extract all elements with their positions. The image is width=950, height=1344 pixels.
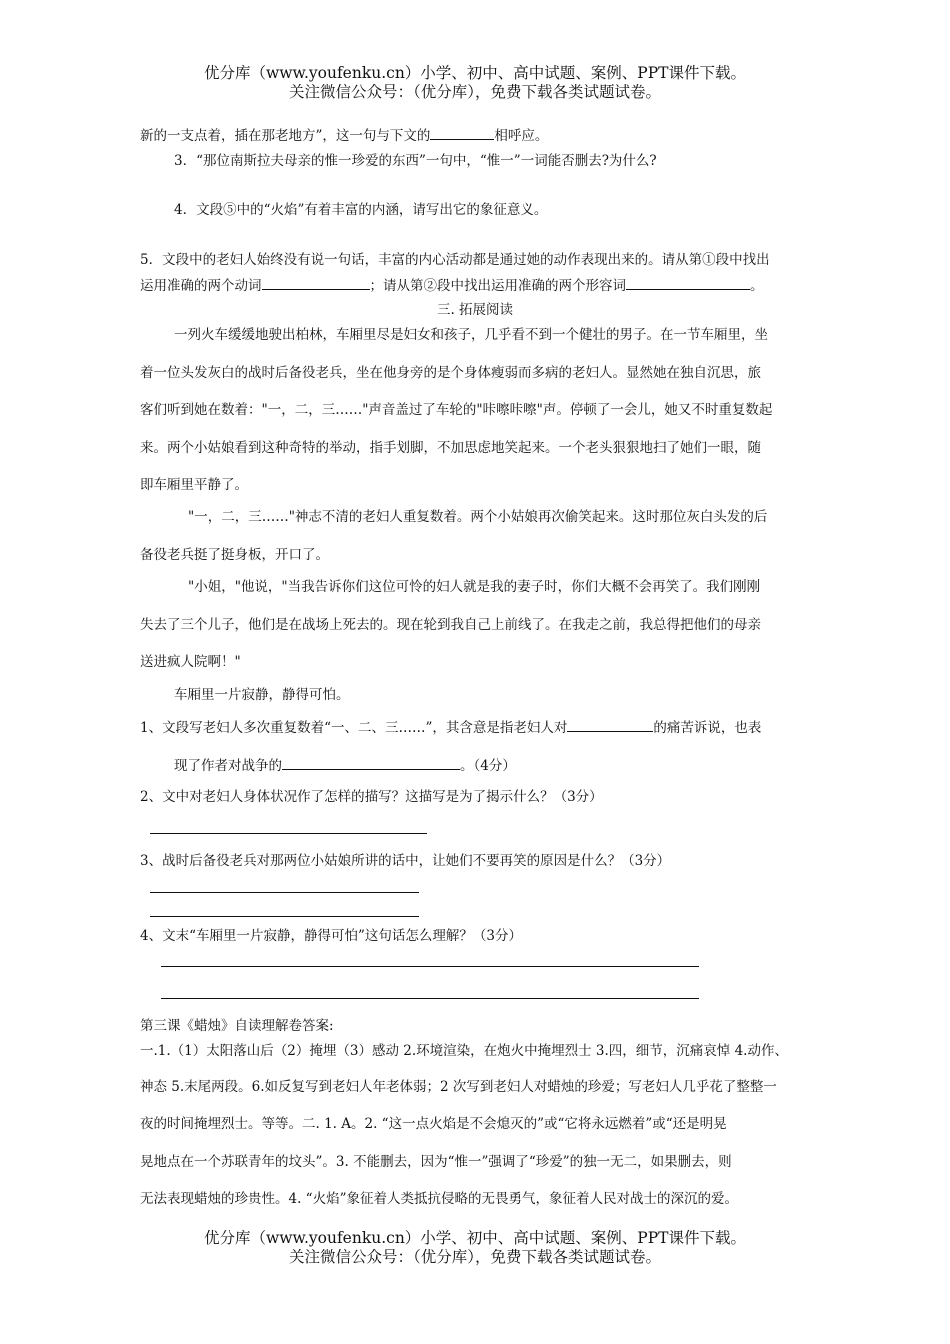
answer-line	[161, 966, 699, 967]
page-header-line1: 优分库（www.youfenku.cn）小学、初中、高中试题、案例、PPT课件下载。	[203, 64, 747, 82]
answer-key-title: 第三课《蜡烛》自读理解卷答案:	[140, 1018, 334, 1034]
question-4: 4．文段⑤中的“火焰”有着丰富的内涵，请写出它的象征意义。	[174, 202, 548, 218]
page-footer-line2: 关注微信公众号：（优分库），免费下载各类试题试卷。	[288, 1248, 661, 1266]
passage-line: "一，二，三……"神志不清的老妇人重复数着。两个小姑娘再次偷笑起来。这时那位灰白头发的后	[188, 509, 768, 525]
question-text: 。	[750, 278, 764, 294]
passage-line: 客们听到她在数着："一，二，三……"声音盖过了车轮的"咔嚓咔嚓"声。停顿了一会儿，她又不时重复数起	[140, 402, 773, 418]
answer-key-line: 夜的时间掩埋烈士。等等。二. 1. A。2. “这一点火焰是不会熄灭的”或“它将永远燃着”或“还是明晃	[140, 1116, 727, 1132]
answer-key-line: 一.1.（1）太阳落山后（2）掩埋（3）感动 2.环境渲染，在炮火中掩埋烈士 3.四，细节，沉痛哀悼 4.动作、	[140, 1043, 788, 1059]
passage-line: "小姐，"他说，"当我告诉你们这位可怜的妇人就是我的妻子时，你们大概不会再笑了。我们刚刚	[188, 579, 761, 595]
question-3: 3．“那位南斯拉夫母亲的惟一珍爱的东西”一句中，“惟一”一词能否删去?为什么?	[174, 153, 657, 169]
passage-line: 车厢里一片寂静，静得可怕。	[174, 687, 350, 703]
reading-question-1-line2	[174, 755, 516, 776]
reading-question-1-line1	[140, 717, 761, 738]
answer-blank	[282, 755, 460, 770]
answer-blank	[430, 125, 494, 140]
answer-blank	[262, 275, 370, 290]
question-text: ；请从第②段中找出运用准确的两个形容词	[369, 278, 626, 294]
answer-line	[150, 916, 419, 917]
answer-blank	[567, 717, 653, 732]
answer-line	[161, 998, 699, 999]
answer-key-line: 晃地点在一个苏联青年的坟头”。3. 不能删去，因为“惟一”强调了“珍爱”的独一无二，如果删去，则	[140, 1154, 732, 1170]
passage-line: 一列火车缓缓地驶出柏林，车厢里尽是妇女和孩子，几乎看不到一个健壮的男子。在一节车厢里，坐	[174, 327, 768, 343]
passage-line: 送进疯人院啊！"	[140, 654, 241, 670]
answer-line	[150, 892, 419, 893]
reading-question-2: 2、文中对老妇人身体状况作了怎样的描写？这描写是为了揭示什么？（3分）	[140, 789, 603, 805]
question-text: 运用准确的两个动词	[140, 278, 262, 294]
passage-line: 失去了三个儿子，他们是在战场上死去的。现在轮到我自己上前线了。在我走之前，我总得把他们的母亲	[140, 617, 761, 633]
passage-line: 来。两个小姑娘看到这种奇特的举动，指手划脚，不加思虑地笑起来。一个老头狠狠地扫了她们一眼，随	[140, 440, 761, 456]
question-text: 相呼应。	[494, 128, 549, 144]
answer-blank	[626, 275, 750, 290]
question-text: 的痛苦诉说，也表	[653, 720, 762, 736]
question-text: 。（4分）	[460, 758, 516, 774]
page-footer-line1: 优分库（www.youfenku.cn）小学、初中、高中试题、案例、PPT课件下载。	[203, 1229, 747, 1247]
passage-line: 即车厢里平静了。	[140, 477, 248, 493]
question-text: 现了作者对战争的	[174, 758, 282, 774]
passage-line: 备役老兵挺了挺身板，开口了。	[140, 547, 329, 563]
answer-key-line: 无法表现蜡烛的珍贵性。4. “火焰”象征着人类抵抗侵略的无畏勇气，象征着人民对战士的深沉的爱。	[140, 1191, 738, 1207]
reading-question-3: 3、战时后备役老兵对那两位小姑娘所讲的话中，让她们不要再笑的原因是什么？（3分）	[140, 853, 671, 869]
answer-line	[150, 833, 427, 834]
answer-key-line: 神态 5.末尾两段。6.如反复写到老妇人年老体弱；2 次写到老妇人对蜡烛的珍爱；写老妇人几乎花了整整一	[140, 1079, 777, 1095]
question-text: 新的一支点着，插在那老地方”，这一句与下文的	[140, 128, 431, 144]
passage-line: 着一位头发灰白的战时后备役老兵，坐在他身旁的是个身体瘦弱而多病的老妇人。显然她在独自沉思，旅	[140, 365, 761, 381]
reading-question-4: 4、文末“车厢里一片寂静，静得可怕”这句话怎么理解？（3分）	[140, 928, 522, 944]
question-2-continuation	[140, 125, 548, 146]
question-text: 1、文段写老妇人多次重复数着“一、二、三……”，其含意是指老妇人对	[140, 720, 568, 736]
section-title: 三. 拓展阅读	[436, 302, 514, 318]
question-5-line1: 5．文段中的老妇人始终没有说一句话，丰富的内心活动都是通过她的动作表现出来的。请从第①段中找出	[140, 252, 770, 268]
question-5-line2	[140, 275, 764, 296]
page-header-line2: 关注微信公众号：（优分库），免费下载各类试题试卷。	[288, 83, 661, 101]
